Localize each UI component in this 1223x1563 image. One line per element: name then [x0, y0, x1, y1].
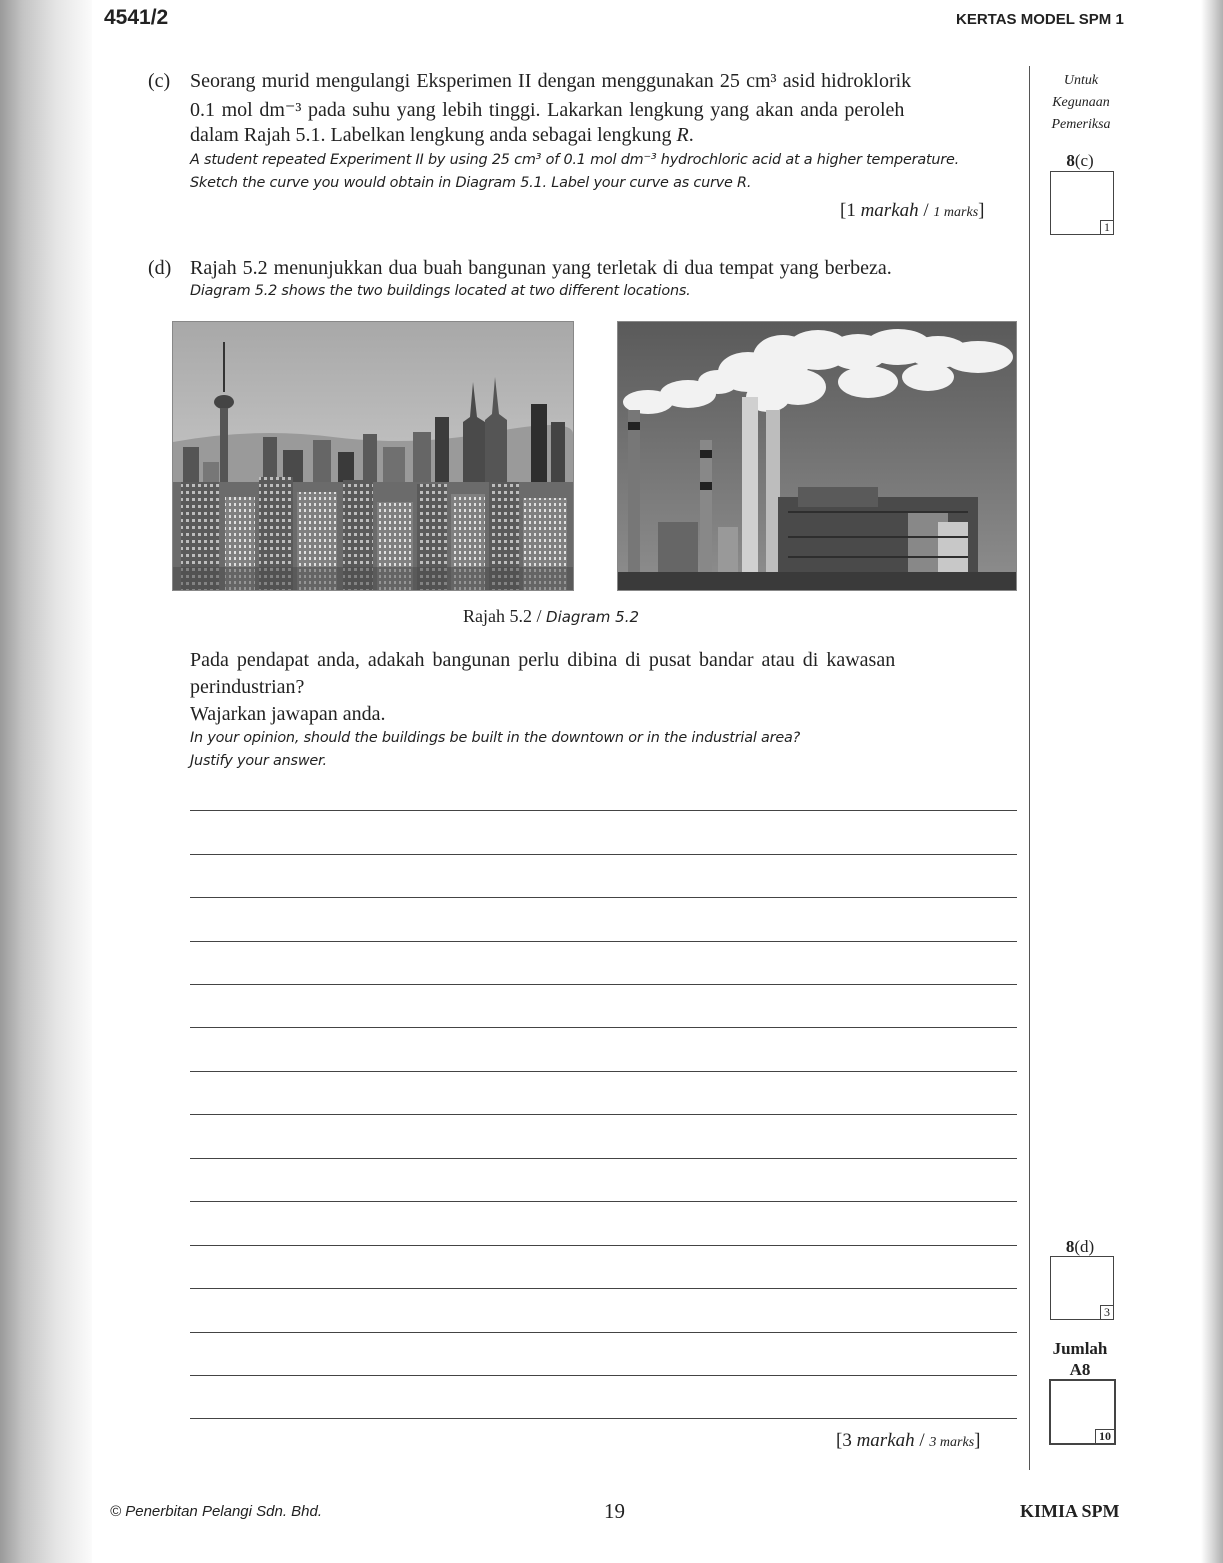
part-c-ms-line3-end: . — [688, 124, 694, 146]
part-d-label: (d) — [148, 257, 172, 279]
answer-line[interactable] — [190, 1375, 1017, 1376]
part-c-marks-ms: markah — [860, 200, 919, 221]
footer-subject: KIMIA SPM — [1020, 1501, 1120, 1521]
total-label-2: A8 — [1069, 1360, 1091, 1379]
answer-line[interactable] — [190, 1027, 1017, 1028]
part-d-marks-en-wrap — [929, 1434, 974, 1450]
part-c-marks-num: 1 — [846, 200, 856, 221]
part-d-question-en-line2: Justify your answer. — [190, 753, 327, 769]
part-c-ms-line3 — [190, 124, 694, 147]
answer-line[interactable] — [190, 1114, 1017, 1115]
part-d-score-sub: (d) — [1074, 1237, 1095, 1256]
paper-code: 4541/2 — [104, 6, 169, 29]
answer-line[interactable] — [190, 984, 1017, 985]
answer-line[interactable] — [190, 1245, 1017, 1246]
total-label-1: Jumlah — [1052, 1339, 1108, 1358]
part-d-question-ms-line3: Wajarkan jawapan anda. — [190, 703, 386, 725]
answer-line[interactable] — [190, 941, 1017, 942]
footer-publisher: © Penerbitan Pelangi Sdn. Bhd. — [110, 1503, 323, 1520]
part-d-score-num: 8 — [1065, 1237, 1075, 1256]
answer-line[interactable] — [190, 1201, 1017, 1202]
part-d-marks-num: 3 — [842, 1430, 852, 1451]
page-shadow-left — [0, 0, 92, 1563]
paper-series: KERTAS MODEL SPM 1 — [956, 11, 1124, 28]
part-c-score-num: 8 — [1066, 151, 1075, 170]
total-score-max: 10 — [1095, 1429, 1115, 1444]
part-c-marks-en: 1 marks — [933, 205, 979, 220]
diagram-5-2-caption — [463, 606, 639, 627]
industrial-plant-photo — [617, 321, 1017, 591]
examiner-margin-line — [1029, 66, 1030, 1470]
answer-line[interactable] — [190, 1288, 1017, 1289]
part-d-marks-ms: markah — [856, 1430, 915, 1451]
part-c-curve-r: R — [676, 124, 689, 146]
answer-line[interactable] — [190, 1071, 1017, 1072]
examiner-note-line2: Kegunaan — [1052, 95, 1110, 110]
part-c-label: (c) — [148, 70, 171, 92]
answer-line[interactable] — [190, 897, 1017, 898]
examiner-note — [1040, 70, 1122, 136]
total-score-box[interactable] — [1049, 1379, 1116, 1445]
part-c-score-label — [1045, 151, 1115, 171]
caption-sep: / — [532, 606, 547, 626]
part-d-question-en-line1: In your opinion, should the buildings be built in the downtown or in the industrial area? — [190, 730, 801, 746]
answer-line[interactable] — [190, 1418, 1017, 1419]
part-c-ms-line3-text: dalam Rajah 5.1. Labelkan lengkung anda sebagai lengkung — [190, 124, 677, 146]
part-c-score-sub: (c) — [1074, 151, 1094, 170]
part-d-score-label — [1045, 1237, 1115, 1257]
part-c-en-line2: Sketch the curve you would obtain in Diagram 5.1. Label your curve as curve R. — [190, 175, 752, 191]
answer-line[interactable] — [190, 1332, 1017, 1333]
part-c-ms-line2: 0.1 mol dm⁻³ pada suhu yang lebih tinggi. Lakarkan lengkung yang akan anda peroleh — [190, 99, 905, 121]
page-shadow-right — [1201, 0, 1223, 1563]
part-c-marks: [1 markah / 1 marks] — [840, 200, 985, 221]
city-skyline-image — [173, 322, 573, 590]
part-d-ms-intro: Rajah 5.2 menunjukkan dua buah bangunan yang terletak di dua tempat yang berbeza. — [190, 257, 892, 279]
caption-ms: Rajah 5.2 — [463, 606, 532, 626]
part-d-marks-en: 3 marks — [929, 1435, 975, 1450]
part-d-en-intro: Diagram 5.2 shows the two buildings located at two different locations. — [190, 283, 691, 299]
part-d-score-max: 3 — [1100, 1305, 1114, 1320]
city-skyline-photo — [172, 321, 574, 591]
part-d-score-box[interactable] — [1050, 1256, 1114, 1320]
footer-page-number: 19 — [604, 1499, 625, 1523]
part-c-ms-line1: Seorang murid mengulangi Eksperimen II dengan menggunakan 25 cm³ asid hidroklorik — [190, 70, 912, 92]
answer-line[interactable] — [190, 854, 1017, 855]
part-d-question-ms-line1: Pada pendapat anda, adakah bangunan perlu dibina di pusat bandar atau di kawasan — [190, 649, 896, 671]
part-d-question-ms-line2: perindustrian? — [190, 676, 305, 698]
examiner-note-line3: Pemeriksa — [1051, 117, 1111, 132]
part-c-en-line1: A student repeated Experiment II by using 25 cm³ of 0.1 mol dm⁻³ hydrochloric acid at a higher temperature. — [190, 152, 960, 168]
part-d-marks: [3 markah / 3 marks] — [836, 1430, 981, 1451]
industrial-plant-image — [618, 322, 1016, 590]
part-c-score-max: 1 — [1100, 220, 1114, 235]
answer-line[interactable] — [190, 810, 1017, 811]
caption-en: Diagram 5.2 — [546, 608, 640, 626]
part-c-score-box[interactable] — [1050, 171, 1114, 235]
examiner-note-line1: Untuk — [1063, 73, 1099, 88]
part-c-marks-en-wrap — [933, 204, 978, 220]
answer-line[interactable] — [190, 1158, 1017, 1159]
